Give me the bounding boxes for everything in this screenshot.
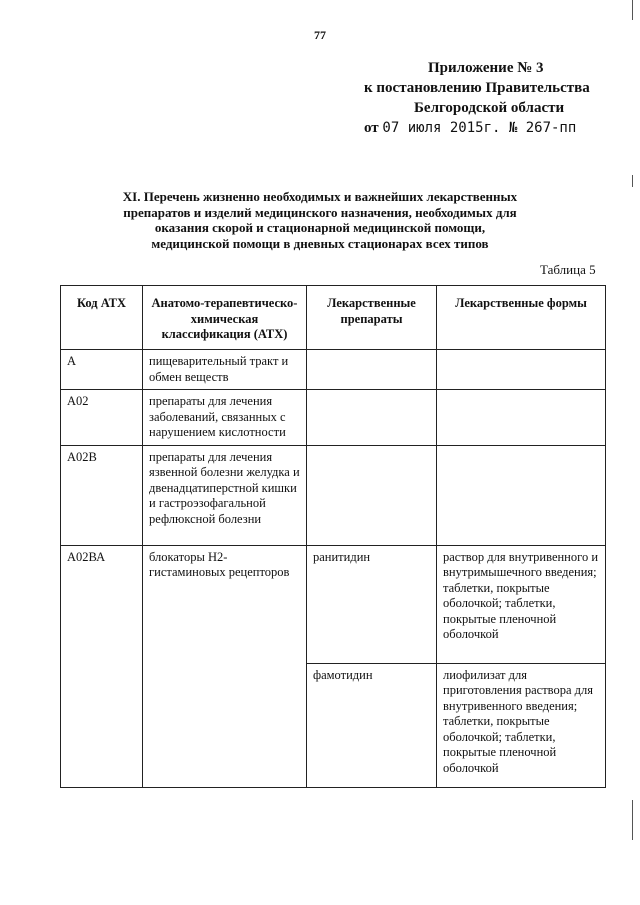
- header-atc: Анатомо-терапевтическо-химическая классификация (АТХ): [143, 286, 307, 350]
- cell-form: [437, 445, 606, 545]
- cell-form: [437, 390, 606, 446]
- appendix-header: [364, 58, 624, 138]
- cell-drug: [307, 445, 437, 545]
- cell-form: [437, 350, 606, 390]
- header-code: Код АТХ: [61, 286, 143, 350]
- cell-form: раствор для внутривенного и внутримышечного введения; таблетки, покрытые оболочкой; таблетки, покрытые пленочной оболочкой: [437, 545, 606, 663]
- cell-code: А: [61, 350, 143, 390]
- table-row: [61, 445, 606, 545]
- cell-atc: препараты для лечения заболеваний, связанных с нарушением кислотности: [143, 390, 307, 446]
- scan-edge-mark: [632, 0, 633, 20]
- scan-edge-mark: [632, 175, 633, 187]
- date-value: 07 июля 2015г. № 267-пп: [382, 120, 577, 136]
- table-label: Таблица 5: [540, 262, 596, 277]
- cell-drug: [307, 390, 437, 446]
- header-drugs: Лекарственные препараты: [307, 286, 437, 350]
- appendix-resolution: к постановлению Правительства: [364, 80, 590, 96]
- cell-code: А02: [61, 390, 143, 446]
- table-row: [61, 390, 606, 446]
- cell-atc: препараты для лечения язвенной болезни желудка и двенадцатиперстной кишки и гастроэзофагальной рефлюксной болезни: [143, 445, 307, 545]
- appendix-date-line: [364, 118, 624, 138]
- cell-drug: [307, 350, 437, 390]
- drug-table: [60, 285, 606, 788]
- cell-drug: ранитидин: [307, 545, 437, 663]
- table-row: [61, 545, 606, 663]
- section-title: XI. Перечень жизненно необходимых и важнейших лекарственных препаратов и изделий медицинского назначения, необходимых для оказания скорой и стационарной медицинской помощи, медицинской помощи в дневных стационарах всех типов: [122, 189, 518, 251]
- cell-code: А02В: [61, 445, 143, 545]
- table-row: [61, 350, 606, 390]
- cell-form: лиофилизат для приготовления раствора для внутривенного введения; таблетки, покрытые оболочкой; таблетки, покрытые пленочной оболочкой: [437, 663, 606, 787]
- scan-edge-mark: [632, 800, 633, 840]
- cell-atc: блокаторы Н2-гистаминовых рецепторов: [143, 545, 307, 787]
- table-header-row: [61, 286, 606, 350]
- header-forms: Лекарственные формы: [437, 286, 606, 350]
- appendix-number: Приложение № 3: [428, 60, 544, 76]
- date-prefix: от: [364, 120, 379, 136]
- cell-code: А02ВА: [61, 545, 143, 787]
- cell-atc: пищеварительный тракт и обмен веществ: [143, 350, 307, 390]
- cell-drug: фамотидин: [307, 663, 437, 787]
- page-number: 77: [314, 28, 326, 42]
- appendix-region: Белгородской области: [414, 100, 565, 116]
